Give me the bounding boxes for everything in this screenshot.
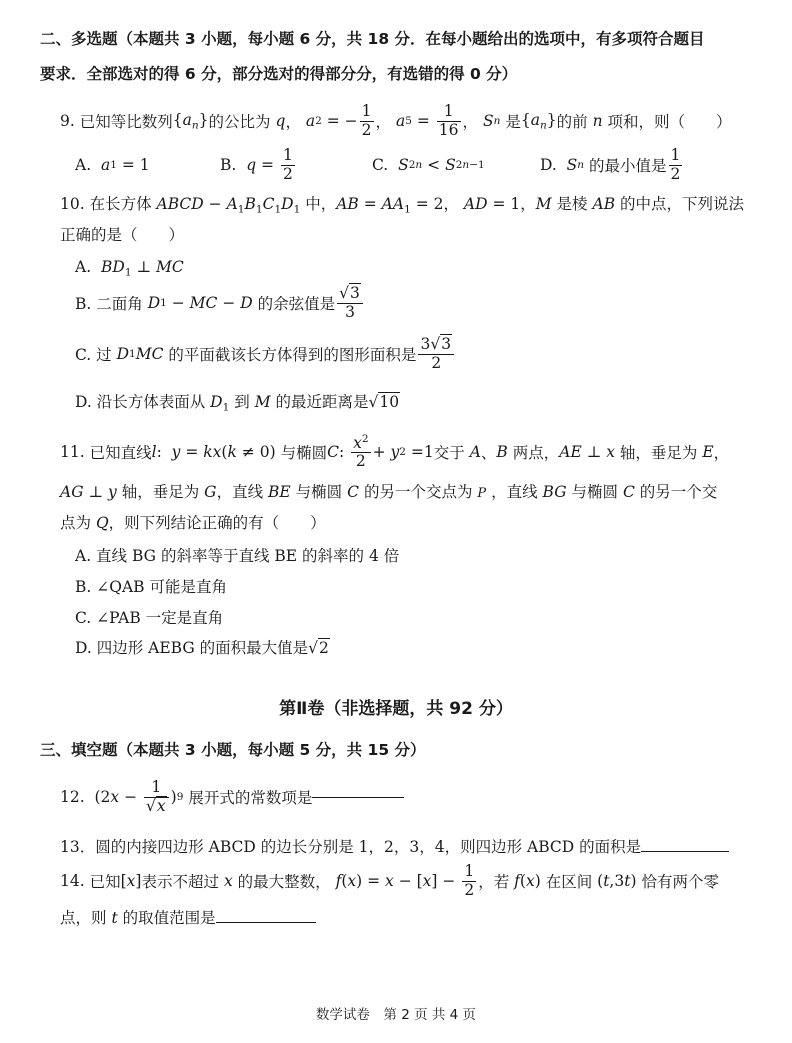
q11-stem-line3: 点为 Q，则下列结论正确的有（ ）	[60, 514, 326, 532]
q10-option-c: C. 过 D 1 MC 的平面截该长方体得到的图形面积是 $\frac{3√3}{2}$	[75, 331, 456, 377]
q12-stem: 12. (2 x − $\frac{1}{√x}$ ) 9 展开式的常数项是	[60, 772, 404, 822]
q13-stem: 13．圆的内接四边形 ABCD 的边长分别是 1，2，3，4，则四边形 ABCD 的面积是	[60, 835, 729, 857]
q10-option-a: A. $BD_1$ ⊥ MC	[75, 258, 184, 279]
q11-option-b: B. ∠QAB 可能是直角	[75, 578, 227, 596]
q10-stem-line1: 10. 在长方体 ABCD − $A_1B_1C_1D_1$ 中，AB = $AA_1 = 2$， AD = 1，M 是棱 AB 的中点，下列说法	[60, 195, 745, 216]
q9-option-b: B. q = $\frac{1}{2}$	[220, 145, 293, 183]
q9-option-c: C. S 2n < S 2n−1	[372, 156, 485, 174]
q11-stem-line2: AG ⊥ y 轴，垂足为 G，直线 BE 与椭圆 C 的另一个交点为 P ，直线 BG 与椭圆 C 的另一个交	[60, 483, 718, 501]
page-footer: 数学试卷 第 2 页 共 4 页	[315, 1007, 477, 1023]
q10-option-d: D. 沿长方体表面从 $D_1$ 到 M 的最近距离是√10	[75, 393, 400, 414]
q11-option-a: A. 直线 BG 的斜率等于直线 BE 的斜率的 4 倍	[75, 547, 400, 565]
part2-title: 第Ⅱ卷（非选择题，共 92 分）	[279, 699, 513, 719]
section2-header-line2: 要求．全部选对的得 6 分，部分选对的得部分分，有选错的得 0 分）	[40, 65, 518, 83]
q9-option-a: A. a 1 = 1	[75, 156, 150, 174]
q11-stem-line1: 11. 已知直线 l : y = kx ( k ≠ 0) 与椭圆 C : $\frac{x^2}{2}$ + y 2 =1 交于 A 、 B 两点， AE ⊥ x 轴，垂足为 E ，	[60, 432, 730, 471]
q14-stem-line2: 点，则 t 的取值范围是	[60, 906, 316, 928]
q14-stem-line1: 14. 已知 [ x ] 表示不超过 x 的最大整数， f ( x ) = x − [ x ] − $\frac{1}{2}$ ，若 f ( x ) 在区间 ( t ,3 t ) 恰有两个零	[60, 861, 719, 899]
q11-option-d: D. 四边形 AEBG 的面积最大值是√2	[75, 639, 329, 657]
section3-header: 三、填空题（本题共 3 小题，每小题 5 分，共 15 分）	[40, 741, 426, 759]
q10-stem-line2: 正确的是（ ）	[60, 226, 185, 244]
section2-header-line1: 二、多选题（本题共 3 小题，每小题 6 分，共 18 分．在每小题给出的选项中，有多项符合题目	[40, 30, 705, 48]
q9-stem: 9. 已知等比数列 $\{a_n\}$ 的公比为 q ， a 2 = − $\frac{1}{2}$ ， a 5 = $\frac{1}{16}$ ， S n 是 $\{a_n\}$ 的前 n 项和，则（ ）	[60, 101, 732, 139]
q9-option-d: D. S n 的最小值是 $\frac{1}{2}$	[540, 145, 681, 183]
q11-option-c: C. ∠PAB 一定是直角	[75, 609, 224, 627]
q10-option-b: B. 二面角 D 1 − MC − D 的余弦值是 $\frac{√3}{3}$	[75, 280, 365, 326]
